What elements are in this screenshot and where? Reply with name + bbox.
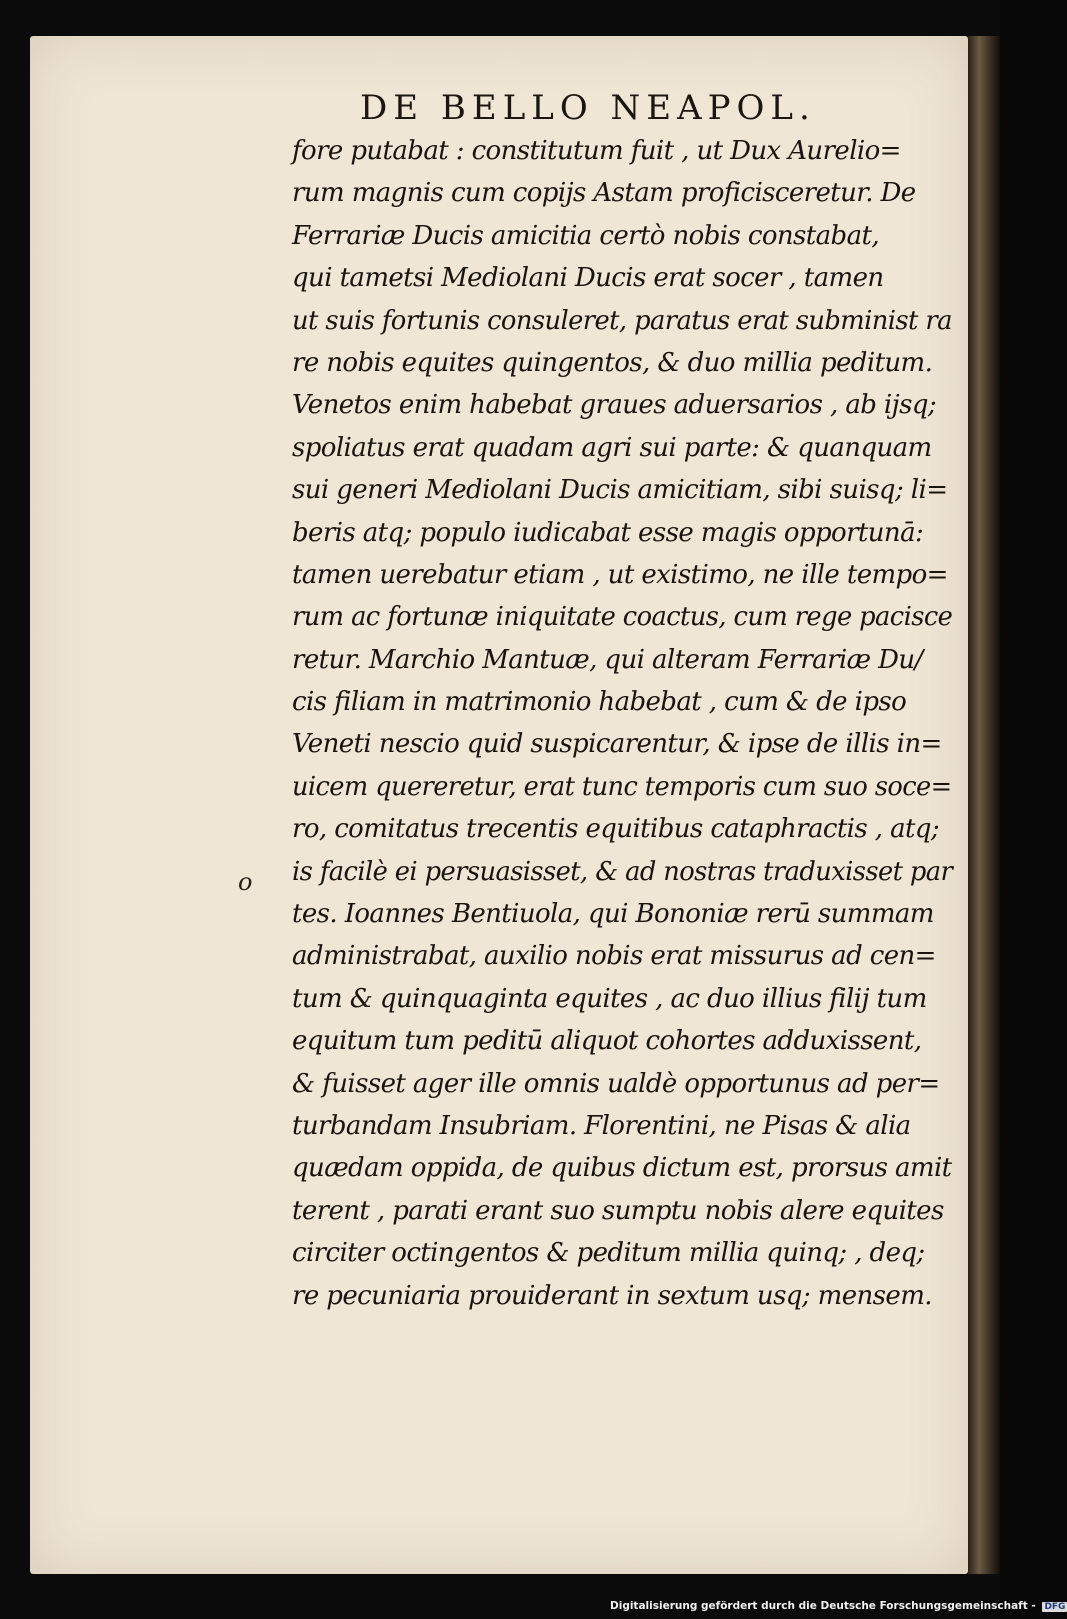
text-line: qui tametsi Mediolani Ducis erat socer , tamen <box>292 263 884 294</box>
text-line: circiter octingentos & peditum millia quinq; , deq; <box>292 1238 925 1269</box>
footer-credit-text: Digitalisierung gefördert durch die Deutsche Forschungsgemeinschaft <box>610 1600 1028 1612</box>
footer-separator: - <box>1031 1600 1040 1612</box>
text-line: spoliatus erat quadam agri sui parte: & quanquam <box>292 432 932 463</box>
dfg-logo: DFG <box>1044 1602 1066 1612</box>
text-line: rum magnis cum copijs Astam proficisceretur. De <box>292 178 916 209</box>
text-line: rum ac fortunæ iniquitate coactus, cum rege pacisce <box>292 602 953 633</box>
text-line: tum & quinquaginta equites , ac duo illius filij tum <box>292 983 927 1014</box>
text-line: re nobis equites quingentos, & duo millia peditum. <box>292 347 933 378</box>
text-line: administrabat, auxilio nobis erat missurus ad cen= <box>292 941 936 972</box>
body-text <box>292 130 952 1317</box>
text-line: beris atq; populo iudicabat esse magis opportunā: <box>292 517 924 548</box>
text-line: turbandam Insubriam. Florentini, ne Pisas & alia <box>292 1110 911 1141</box>
text-line: re pecuniaria prouiderant in sextum usq; mensem. <box>292 1280 932 1311</box>
text-line: & fuisset ager ille omnis ualdè opportunus ad per= <box>292 1068 940 1099</box>
text-line: fore putabat : constitutum fuit , ut Dux Aurelio= <box>292 136 901 166</box>
text-line: equitum tum peditū aliquot cohortes adduxissent, <box>292 1026 922 1057</box>
text-line: terent , parati erant suo sumptu nobis alere equites <box>292 1195 944 1226</box>
text-line: Venetos enim habebat graues aduersarios , ab ijsq; <box>292 390 937 421</box>
text-line: sui generi Mediolani Ducis amicitiam, sibi suisq; li= <box>292 475 948 506</box>
text-line: quædam oppida, de quibus dictum est, prorsus amit <box>292 1153 952 1184</box>
running-head: DE BELLO NEAPOL. <box>360 88 816 128</box>
text-line: ut suis fortunis consuleret, paratus erat subminist ra <box>292 305 952 336</box>
text-line: ro, comitatus trecentis equitibus cataphractis , atq; <box>292 814 940 845</box>
footer-credit <box>610 1600 1066 1612</box>
text-line: Veneti nescio quid suspicarentur, & ipse de illis in= <box>292 729 942 760</box>
book-gutter <box>968 36 1000 1574</box>
text-line: uicem quereretur, erat tunc temporis cum suo soce= <box>292 771 952 802</box>
text-line: tes. Ioannes Bentiuola, qui Bononiæ rerū summam <box>292 899 934 930</box>
text-line: cis filiam in matrimonio habebat , cum & de ipso <box>292 687 907 718</box>
text-line: retur. Marchio Mantuæ, qui alteram Ferrariæ Du/ <box>292 644 923 675</box>
text-line: is facilè ei persuasisset, & ad nostras traduxisset par <box>292 856 953 887</box>
text-line: tamen uerebatur etiam , ut existimo, ne ille tempo= <box>292 559 948 590</box>
text-line: Ferrariæ Ducis amicitia certò nobis constabat, <box>292 220 879 251</box>
margin-note: o <box>238 868 253 896</box>
